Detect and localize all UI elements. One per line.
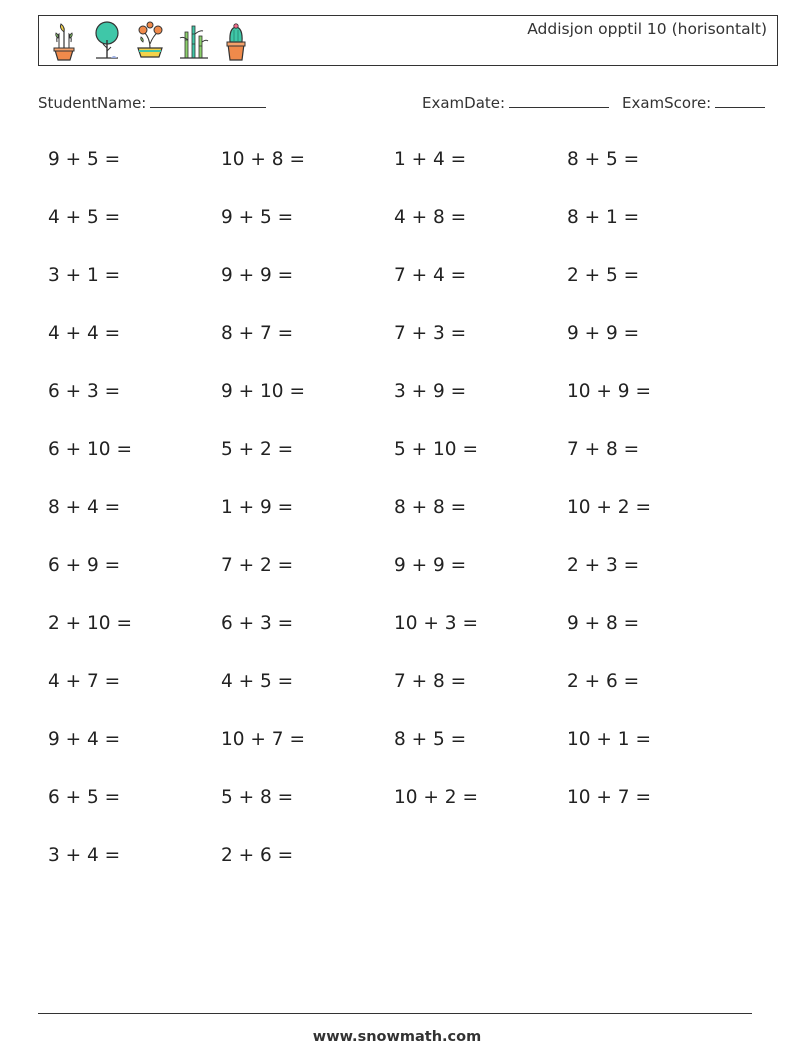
footer-divider: [38, 1013, 752, 1014]
problem-item: 10 + 7 =: [567, 787, 651, 808]
problem-item: 2 + 6 =: [567, 671, 640, 692]
student-name-label: StudentName:: [38, 94, 147, 112]
problem-item: 6 + 9 =: [48, 555, 121, 576]
problem-item: 4 + 5 =: [221, 671, 294, 692]
problem-item: 6 + 3 =: [48, 381, 121, 402]
exam-score-blank[interactable]: [715, 93, 765, 108]
cactus-icon: [219, 20, 253, 62]
footer-url: www.snowmath.com: [312, 1029, 482, 1045]
problem-item: 6 + 10 =: [48, 439, 132, 460]
problem-item: 9 + 5 =: [221, 207, 294, 228]
problem-item: 2 + 10 =: [48, 613, 132, 634]
problem-item: 5 + 10 =: [394, 439, 478, 460]
problem-item: 9 + 9 =: [567, 323, 640, 344]
problem-row: [48, 653, 748, 711]
problem-item: 8 + 1 =: [567, 207, 640, 228]
problem-row: [48, 189, 748, 247]
problem-row: [48, 305, 748, 363]
worksheet-title: Addisjon opptil 10 (horisontalt): [527, 20, 767, 38]
problem-item: 9 + 9 =: [394, 555, 467, 576]
problem-item: 9 + 8 =: [567, 613, 640, 634]
problem-item: 10 + 7 =: [221, 729, 305, 750]
problem-item: 10 + 2 =: [567, 497, 651, 518]
problem-item: 4 + 4 =: [48, 323, 121, 344]
problem-item: 1 + 9 =: [221, 497, 294, 518]
problem-item: 9 + 4 =: [48, 729, 121, 750]
problem-row: [48, 769, 748, 827]
problem-item: 1 + 4 =: [394, 149, 467, 170]
problem-row: [48, 421, 748, 479]
problem-item: 5 + 8 =: [221, 787, 294, 808]
problem-item: 10 + 2 =: [394, 787, 478, 808]
problem-row: [48, 247, 748, 305]
problem-item: 10 + 3 =: [394, 613, 478, 634]
exam-score-label: ExamScore:: [622, 94, 712, 112]
hanging-flower-icon: [133, 20, 167, 62]
problem-item: 8 + 8 =: [394, 497, 467, 518]
problem-item: 3 + 1 =: [48, 265, 121, 286]
exam-score-field: [622, 93, 765, 112]
problem-row: [48, 363, 748, 421]
problem-row: [48, 595, 748, 653]
problem-item: 9 + 5 =: [48, 149, 121, 170]
problem-item: 7 + 8 =: [567, 439, 640, 460]
problem-item: 7 + 8 =: [394, 671, 467, 692]
problem-item: 2 + 5 =: [567, 265, 640, 286]
problem-item: 7 + 4 =: [394, 265, 467, 286]
problem-item: 8 + 5 =: [567, 149, 640, 170]
problem-item: 8 + 7 =: [221, 323, 294, 344]
problem-item: 2 + 6 =: [221, 845, 294, 866]
problem-row: [48, 711, 748, 769]
problem-item: 9 + 9 =: [221, 265, 294, 286]
problem-item: 3 + 4 =: [48, 845, 121, 866]
problem-item: 3 + 9 =: [394, 381, 467, 402]
problem-item: 4 + 7 =: [48, 671, 121, 692]
tree-icon: [90, 20, 124, 62]
potted-plant-icon: [47, 20, 81, 62]
problem-row: [48, 827, 748, 885]
problem-item: 6 + 5 =: [48, 787, 121, 808]
problem-grid: [48, 131, 748, 885]
problem-row: [48, 131, 748, 189]
problem-item: 10 + 8 =: [221, 149, 305, 170]
problem-item: 7 + 3 =: [394, 323, 467, 344]
exam-date-field: [422, 93, 609, 112]
student-name-field: [38, 93, 266, 112]
exam-date-label: ExamDate:: [422, 94, 506, 112]
problem-item: 4 + 8 =: [394, 207, 467, 228]
problem-item: 9 + 10 =: [221, 381, 305, 402]
worksheet-header: [38, 15, 778, 66]
header-icons: [47, 20, 253, 62]
bamboo-icon: [176, 20, 210, 62]
problem-item: 10 + 1 =: [567, 729, 651, 750]
student-name-blank[interactable]: [150, 93, 266, 108]
problem-item: 7 + 2 =: [221, 555, 294, 576]
problem-item: 6 + 3 =: [221, 613, 294, 634]
problem-item: 8 + 4 =: [48, 497, 121, 518]
problem-row: [48, 479, 748, 537]
problem-item: 5 + 2 =: [221, 439, 294, 460]
problem-item: 4 + 5 =: [48, 207, 121, 228]
exam-date-blank[interactable]: [509, 93, 609, 108]
problem-item: 10 + 9 =: [567, 381, 651, 402]
problem-row: [48, 537, 748, 595]
problem-item: 2 + 3 =: [567, 555, 640, 576]
problem-item: 8 + 5 =: [394, 729, 467, 750]
